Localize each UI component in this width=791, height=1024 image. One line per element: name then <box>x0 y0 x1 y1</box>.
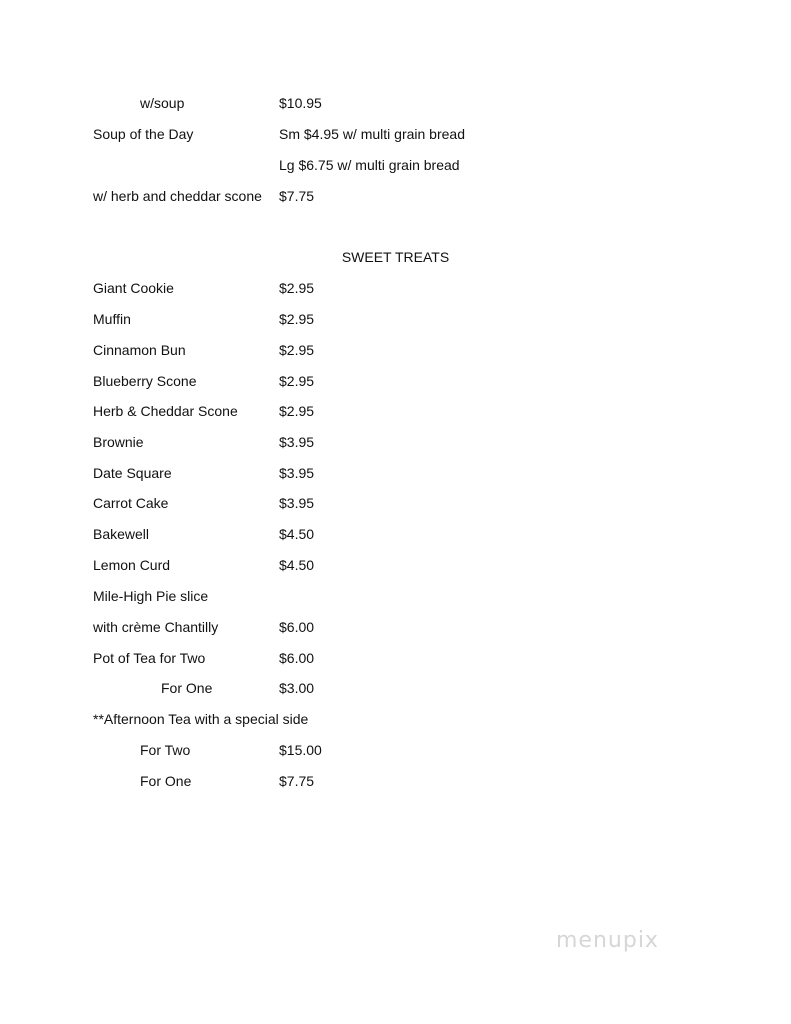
menu-item-name: Cinnamon Bun <box>93 342 186 358</box>
menu-item-name: Bakewell <box>93 526 150 542</box>
menu-item-name: For Two <box>140 742 191 758</box>
menu-item-price: $10.95 <box>279 95 322 111</box>
menu-item-row <box>0 553 791 577</box>
menu-item-name: Blueberry Scone <box>93 373 197 389</box>
menu-item-name: Pot of Tea for Two <box>93 650 206 666</box>
menu-item-price: $7.75 <box>279 773 315 789</box>
menu-item-name: Herb & Cheddar Scone <box>93 403 238 419</box>
menu-item-price: $3.95 <box>279 434 315 450</box>
menu-item-price: $3.95 <box>279 465 315 481</box>
menu-item-price: $7.75 <box>279 188 315 204</box>
menu-item-row <box>0 738 791 762</box>
menu-item-price: $2.95 <box>279 373 315 389</box>
menu-item-price: $6.00 <box>279 619 315 635</box>
menu-item-price: $4.50 <box>279 526 315 542</box>
menu-item-price: $4.50 <box>279 557 315 573</box>
menu-item-row <box>0 369 791 393</box>
menu-item-row <box>0 307 791 331</box>
menu-item-row <box>0 491 791 515</box>
menu-item-name: Muffin <box>93 311 131 327</box>
menupix-watermark: menupix <box>556 928 659 953</box>
menu-item-name: w/ herb and cheddar scone <box>93 188 262 204</box>
menu-item-row <box>0 153 791 177</box>
menu-item-row <box>0 769 791 793</box>
menu-item-row <box>0 461 791 485</box>
menu-item-row <box>0 615 791 639</box>
menu-item-row <box>0 399 791 423</box>
menu-item-row <box>0 122 791 146</box>
menu-item-price: $6.00 <box>279 650 315 666</box>
menu-item-price: $2.95 <box>279 342 315 358</box>
menu-item-name: w/soup <box>140 95 185 111</box>
menu-item-row <box>0 522 791 546</box>
menu-item-name: Lemon Curd <box>93 557 171 573</box>
menu-item-row <box>0 276 791 300</box>
menu-item-row <box>0 676 791 700</box>
menu-item-price: $3.95 <box>279 495 315 511</box>
menu-item-name: Brownie <box>93 434 144 450</box>
menu-item-name: For One <box>161 680 213 696</box>
menu-item-name: Date Square <box>93 465 172 481</box>
menu-item-name: For One <box>140 773 192 789</box>
section-heading-sweet-treats: SWEET TREATS <box>341 249 450 265</box>
menu-item-name: Soup of the Day <box>93 126 194 142</box>
menu-item-price: $2.95 <box>279 403 315 419</box>
menu-item-row <box>0 646 791 670</box>
menu-item-name: Mile-High Pie slice <box>93 588 209 604</box>
menu-item-row <box>0 584 791 608</box>
menu-item-price: $2.95 <box>279 311 315 327</box>
menu-item-price: $15.00 <box>279 742 322 758</box>
menu-item-row <box>0 430 791 454</box>
menu-item-name: **Afternoon Tea with a special side <box>93 711 309 727</box>
menu-item-price: $2.95 <box>279 280 315 296</box>
menu-item-price: $3.00 <box>279 680 315 696</box>
menu-item-row <box>0 338 791 362</box>
menu-item-price: Sm $4.95 w/ multi grain bread <box>279 126 465 142</box>
menu-item-row <box>0 184 791 208</box>
menu-item-name: with crème Chantilly <box>93 619 219 635</box>
menu-item-row <box>0 707 791 731</box>
menu-item-name: Giant Cookie <box>93 280 174 296</box>
menu-item-row <box>0 91 791 115</box>
menu-item-name: Carrot Cake <box>93 495 169 511</box>
menu-item-price: Lg $6.75 w/ multi grain bread <box>279 157 460 173</box>
